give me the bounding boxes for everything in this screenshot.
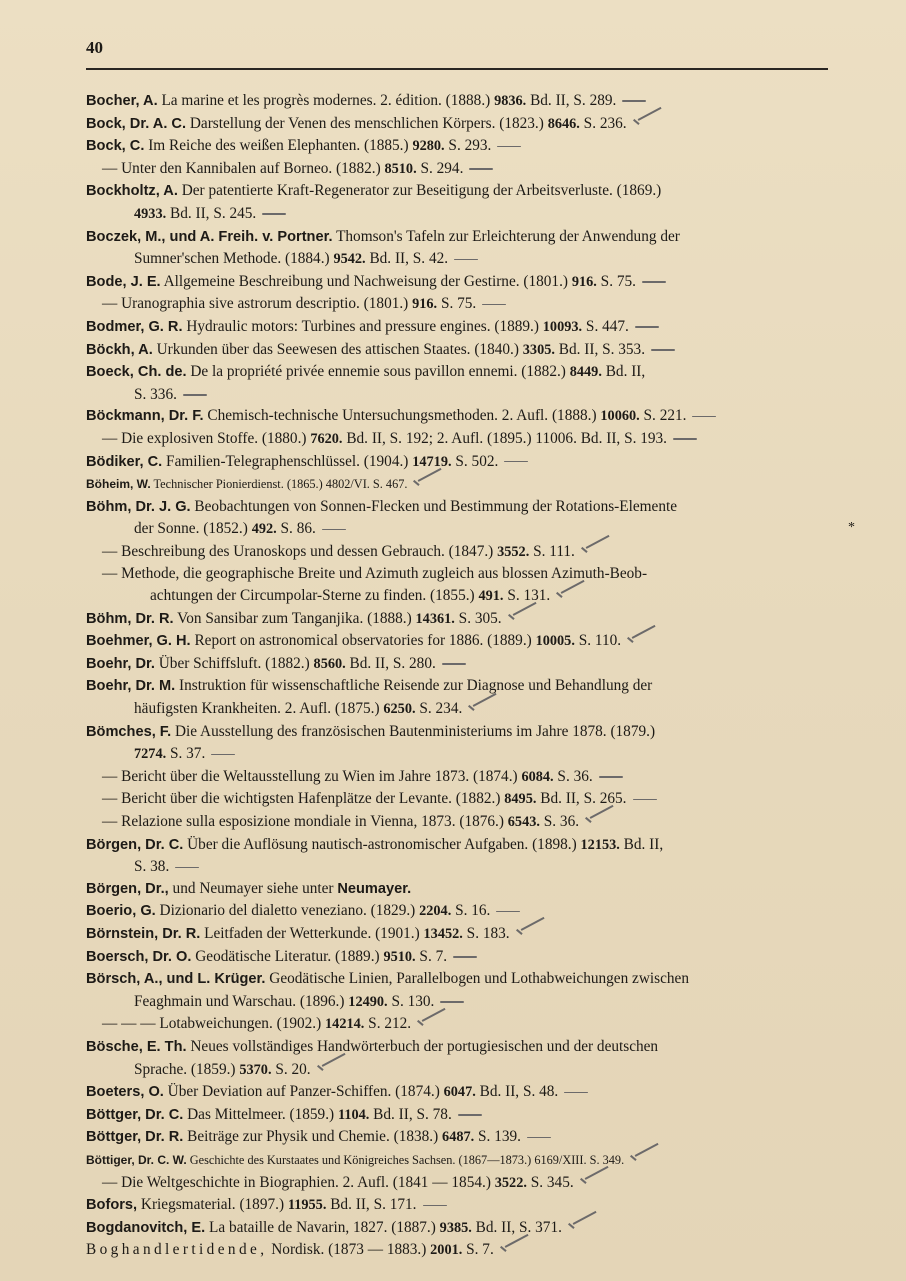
entry-continuation [86,698,846,721]
entry-title-spaced: Boghandlertidende, [86,1241,268,1259]
dash-mark-icon [260,207,290,221]
entry-author: Böttiger, Dr. C. W. [86,1152,187,1167]
entry-location: Bd. II, S. 371. [471,1218,562,1236]
dash-mark-icon [597,770,627,784]
entry-text: und Neumayer siehe unter [168,879,338,897]
catalog-entry [86,451,846,474]
entry-number: 7274. [134,746,167,763]
entry-location: Bd. II, S. 192; 2. Aufl. (1895.) 11006. Bd. II, S. 193. [342,429,667,447]
entry-number: 5370. [239,1061,272,1078]
checkmark-icon [566,1221,596,1235]
catalog-entry [86,316,846,339]
entry-number: 6250. [383,701,416,718]
entry-number: 2204. [419,903,452,920]
checkmark-icon [631,117,661,131]
entry-location: S. 345. [526,1173,574,1191]
entry-number: 10005. [535,633,575,650]
entry-number: 12153. [580,836,620,853]
catalog-entry [86,834,846,878]
entry-text: Von Sansibar zum Tanganjika. (1888.) [173,609,416,627]
entry-author: Böheim, W. [86,477,151,492]
entry-text: Der patentierte Kraft-Regenerator zur Beseitigung der Arbeitsverluste. (1869.) [177,182,662,200]
entry-text: Darstellung der Venen des menschlichen Körpers. (1823.) [186,114,548,132]
catalog-entry [86,946,846,969]
entry-number: 916. [571,273,597,290]
entry-author: Böttger, Dr. R. [86,1129,184,1146]
checkmark-icon [506,612,536,626]
catalog-entry [86,158,846,181]
entry-sub-text: — Bericht über die Weltausstellung zu Wien im Jahre 1873. (1874.) [102,767,522,785]
entry-text: Thomson's Tafeln zur Erleichterung der Anwendung der [332,227,680,245]
dash-mark-icon [633,320,663,334]
entry-text: La bataille de Navarin, 1827. (1887.) [205,1218,440,1236]
entry-number: 492. [251,521,277,538]
catalog-entry [86,675,846,720]
entry-author: Boersch, Dr. O. [86,948,192,965]
entry-text: Geodätische Literatur. (1889.) [191,947,384,965]
entry-continuation-text: Sumner'schen Methode. (1884.) [134,250,334,268]
checkmark-icon [625,635,655,649]
entry-number: 6084. [521,768,554,785]
catalog-entry [86,878,846,901]
entry-text: Instruktion für wissenschaftliche Reisende zur Diagnose und Behandlung der [175,677,653,695]
entry-author: Bömches, F. [86,723,172,740]
dash-mark-icon [209,748,239,762]
dash-mark-icon [320,523,350,537]
catalog-entry [86,135,846,158]
entry-author: Boeck, Ch. de. [86,364,187,381]
entry-author: Bogdanovitch, E. [86,1219,206,1236]
dash-mark-icon [181,388,211,402]
dash-mark-icon [525,1131,555,1145]
entry-continuation-text: S. 38. [134,858,170,876]
entry-number: 6487. [442,1129,475,1146]
catalog-entry [86,428,846,451]
catalog-entry [86,1013,846,1036]
checkmark-icon [411,478,441,492]
dash-mark-icon [452,253,482,267]
entry-text: Über die Auflösung nautisch-astronomischer Aufgaben. (1898.) [183,835,581,853]
entry-sub-text: — Die explosiven Stoffe. (1880.) [102,429,311,447]
dash-mark-icon [562,1086,592,1100]
entry-location: S. 293. [444,137,492,155]
entry-text: Dizionario del dialetto veneziano. (1829.) [155,902,420,920]
entry-author: Böttger, Dr. C. [86,1106,184,1123]
entry-location: Bd. II, S. 78. [369,1105,452,1123]
entry-location: S. 502. [451,452,499,470]
entry-number: 3305. [522,341,555,358]
catalog-entry [86,90,846,113]
entry-author: Boehmer, G. H. [86,633,191,650]
entry-number: 14214. [325,1016,365,1033]
catalog-entry [86,1194,846,1217]
catalog-entry [86,113,846,136]
entry-text: Nordisk. (1873 — 1883.) [267,1241,431,1259]
entry-location: S. 234. [415,700,463,718]
entry-author: Börsch, A., und L. Krüger. [86,971,266,988]
entry-continuation-text: der Sonne. (1852.) [134,520,252,538]
catalog-entry [86,968,846,1013]
entry-location: Bd. II, S. 265. [536,790,627,808]
entry-continuation [102,585,846,608]
entry-number: 8495. [504,791,537,808]
catalog-entry [86,1149,846,1172]
entry-continuation-text: achtungen der Circumpolar-Sterne zu finden. (1855.) [150,587,479,605]
entry-text: La marine et les progrès modernes. 2. édition. (1888.) [157,92,495,109]
entry-location: S. 75. [437,295,477,313]
entry-author: Bode, J. E. [86,273,161,290]
catalog-entries [86,90,846,1262]
entry-number: 11955. [287,1197,327,1214]
entry-number: 10060. [600,408,640,425]
catalog-entry [86,1036,846,1081]
entry-continuation-text: S. 336. [134,385,177,403]
entry-location: Bd. II, S. 48. [475,1083,559,1101]
catalog-entry [86,630,846,653]
entry-continuation [86,518,846,541]
entry-author: Boehr, Dr. M. [86,678,176,695]
entry-text: Hydraulic motors: Turbines and pressure engines. (1889.) [182,317,543,335]
entry-sub-text: — Uranographia sive astrorum descriptio. (1801.) [102,295,413,313]
entry-number: 10093. [542,318,583,335]
entry-text: Chemisch-technische Untersuchungsmethoden. 2. Aufl. (1888.) [203,407,601,425]
entry-number: 9836. [494,93,527,109]
catalog-entry [86,1081,846,1104]
entry-text: Neues vollständiges Handwörterbuch der portugiesischen und der deutschen [186,1037,659,1055]
entry-text: Beiträge zur Physik und Chemie. (1838.) [183,1128,443,1146]
catalog-entry [86,608,846,631]
dash-mark-icon [690,410,720,424]
entry-location: Bd. II, [601,363,646,381]
entry-location: S. 221. [639,407,687,425]
entry-reference: Neumayer. [337,880,412,897]
entry-sub-text: — — — Lotabweichungen. (1902.) [102,1015,326,1033]
checkmark-icon [315,1063,345,1077]
entry-text: Über Schiffsluft. (1882.) [154,654,314,672]
dash-mark-icon [421,1199,451,1213]
dash-mark-icon [502,455,532,469]
entry-text: Technischer Pionierdienst. (1865.) 4802/VI. S. 467. [150,477,408,492]
entry-author: Boehr, Dr. [86,655,155,672]
entry-location: S. 111. [529,542,575,560]
entry-number: 8646. [547,115,580,132]
entry-text: De la propriété privée ennemie sous pavillon ennemi. (1882.) [186,363,570,381]
dash-mark-icon [173,861,203,875]
entry-continuation [86,856,846,878]
checkmark-icon [628,1153,658,1167]
entry-continuation-text: häufigsten Krankheiten. 2. Aufl. (1875.) [134,700,384,718]
entry-number: 3552. [497,543,530,560]
catalog-entry [86,541,846,564]
entry-number: 7620. [310,430,343,447]
entry-text: Geschichte des Kurstaates und Königreiches Sachsen. (1867—1873.) 6169/XIII. S. 349. [186,1152,625,1167]
checkmark-icon [579,545,609,559]
entry-author: Bock, Dr. A. C. [86,115,187,132]
entry-location: S. 86. [276,520,316,538]
catalog-entry [86,271,846,294]
entry-location: S. 36. [539,813,580,830]
entry-text: Allgemeine Beschreibung und Nachweisung der Gestirne. (1801.) [160,272,572,290]
dash-mark-icon [671,432,701,446]
catalog-entry [86,339,846,362]
catalog-entry [86,788,846,811]
entry-number: 9542. [333,251,366,268]
dash-mark-icon [456,1108,486,1122]
entry-location: S. 110. [574,632,622,650]
entry-text: Kriegsmaterial. (1897.) [137,1196,288,1214]
entry-text: Im Reiche des weißen Elephanten. (1885.) [144,137,413,155]
entry-author: Böhm, Dr. J. G. [86,498,191,515]
entry-location: Bd. II, S. 289. [526,92,617,109]
entry-number: 14361. [415,610,455,627]
checkmark-icon [578,1176,608,1190]
dash-mark-icon [640,275,670,289]
catalog-entry [86,1239,846,1262]
entry-number: 3522. [494,1174,527,1191]
entry-number: 6047. [443,1084,476,1101]
entry-location: S. 130. [387,992,435,1010]
entry-author: Börnstein, Dr. R. [86,925,201,942]
entry-number: 14719. [412,453,452,470]
entry-sub-text: — Relazione sulla esposizione mondiale in Vienna, 1873. (1876.) [102,813,508,830]
dash-mark-icon [649,343,679,357]
catalog-entry [86,1126,846,1149]
entry-number: 9280. [412,138,445,155]
entry-location: S. 294. [416,159,464,177]
entry-sub-text: — Unter den Kannibalen auf Borneo. (1882.) [102,159,385,177]
entry-text: Urkunden über das Seewesen des attischen Staates. (1840.) [152,340,523,358]
catalog-entry [86,405,846,428]
entry-continuation [86,203,846,226]
entry-location: S. 75. [596,272,636,290]
catalog-entry [86,226,846,271]
entry-continuation-text: Feaghmain und Warschau. (1896.) [134,992,349,1010]
entry-author: Boczek, M., und A. Freih. v. Portner. [86,228,333,245]
entry-continuation-text: S. 37. [166,745,206,763]
entry-author: Bockholtz, A. [86,183,178,200]
catalog-entry [86,900,846,923]
catalog-entry [86,923,846,946]
entry-text: Das Mittelmeer. (1859.) [183,1105,338,1123]
entry-location: S. 36. [553,767,593,785]
entry-text: Report on astronomical observatories for 1886. (1889.) [190,632,536,650]
entry-author: Boerio, G. [86,903,156,920]
entry-number: 8449. [569,364,602,381]
entry-continuation-text: Sprache. (1859.) [134,1060,240,1078]
catalog-entry [86,766,846,789]
dash-mark-icon [467,162,497,176]
dash-mark-icon [438,995,468,1009]
entry-sub-text: — Die Weltgeschichte in Biographien. 2. Aufl. (1841 — 1854.) [102,1173,495,1191]
entry-continuation [86,1059,846,1082]
entry-continuation-text: Bd. II, S. 245. [166,204,257,222]
dash-mark-icon [480,298,510,312]
entry-location: Bd. II, S. 353. [554,340,646,358]
entry-location: S. 183. [462,924,510,942]
dash-mark-icon [494,905,524,919]
entry-author: Bodmer, G. R. [86,318,183,335]
catalog-entry [86,180,846,225]
entry-number: 1104. [337,1106,370,1123]
entry-location: S. 131. [503,587,551,605]
entry-number: 2001. [430,1242,463,1259]
entry-location: S. 16. [451,902,491,920]
entry-continuation [86,384,846,406]
entry-number: 13452. [423,925,463,942]
entry-number: 916. [412,296,438,313]
dash-mark-icon [451,950,481,964]
entry-location: S. 7. [462,1241,494,1259]
entry-text: Über Deviation auf Panzer-Schiffen. (1874.) [163,1083,444,1101]
entry-author: Börgen, Dr. C. [86,836,184,853]
entry-number: 6543. [507,814,540,830]
entry-number: 491. [478,588,504,605]
catalog-entry [86,1217,846,1240]
header-rule [86,68,828,70]
entry-location: S. 447. [582,317,629,335]
checkmark-icon [498,1244,528,1258]
entry-location: S. 20. [271,1060,311,1078]
entry-text: Beobachtungen von Sonnen-Flecken und Bestimmung der Rotations-Elemente [190,497,678,515]
checkmark-icon [583,815,613,829]
catalog-entry [86,1172,846,1195]
dash-mark-icon [631,793,661,807]
entry-text: Die Ausstellung des französischen Bautenministeriums im Jahre 1878. (1879.) [171,722,656,740]
entry-author: Böhm, Dr. R. [86,610,174,627]
checkmark-icon [415,1018,445,1032]
entry-author: Böckmann, Dr. F. [86,408,204,425]
dash-mark-icon [440,657,470,671]
entry-location: Bd. II, S. 42. [365,250,449,268]
entry-author: Bocher, A. [86,93,158,109]
entry-location: S. 305. [454,609,502,627]
margin-asterisk: * [848,520,855,535]
entry-author: Böckh, A. [86,341,153,358]
entry-location: Bd. II, S. 171. [326,1196,417,1214]
entry-continuation [86,248,846,271]
entry-author: Bödiker, C. [86,453,163,470]
entry-text: Geodätische Linien, Parallelbogen und Lothabweichungen zwischen [265,970,689,988]
catalog-entry [86,563,846,607]
entry-sub-text: — Bericht über die wichtigsten Hafenplätze der Levante. (1882.) [102,790,505,808]
catalog-entry [86,496,846,541]
entry-number: 12490. [348,993,388,1010]
entry-text: Leitfaden der Wetterkunde. (1901.) [200,924,424,942]
entry-continuation [86,991,846,1014]
catalog-entry [86,361,846,405]
entry-text: Familien-Telegraphenschlüssel. (1904.) [162,452,413,470]
entry-author: Boeters, O. [86,1084,164,1101]
catalog-entry [86,1104,846,1127]
catalog-entry [86,293,846,316]
checkmark-icon [466,703,496,717]
entry-continuation [86,743,846,766]
entry-sub-text: — Methode, die geographische Breite und Azimuth zugleich aus blossen Azimuth-Beob- [102,565,648,583]
dash-mark-icon [620,94,650,108]
entry-author: Bock, C. [86,138,145,155]
catalog-entry [86,811,846,834]
page-number: 40 [86,38,103,57]
entry-author: Bofors, [86,1197,138,1214]
catalog-entry [86,721,846,766]
catalog-entry [86,653,846,676]
entry-number: 9510. [383,948,416,965]
dash-mark-icon [495,140,525,154]
catalog-entry [86,473,846,496]
entry-sub-text: — Beschreibung des Uranoskops und dessen Gebrauch. (1847.) [102,542,498,560]
entry-location: S. 7. [415,947,448,965]
entry-number: 8510. [384,160,417,177]
entry-number: 8560. [313,655,346,672]
entry-location: Bd. II, [619,835,664,853]
entry-location: S. 139. [474,1128,521,1146]
entry-author: Bösche, E. Th. [86,1038,187,1055]
entry-author: Börgen, Dr., [86,880,169,897]
checkmark-icon [554,590,584,604]
entry-location: S. 236. [579,114,627,132]
entry-number: 4933. [134,205,167,222]
entry-location: Bd. II, S. 280. [345,654,436,672]
entry-location: S. 212. [364,1015,412,1033]
checkmark-icon [514,927,544,941]
entry-number: 9385. [439,1219,472,1236]
